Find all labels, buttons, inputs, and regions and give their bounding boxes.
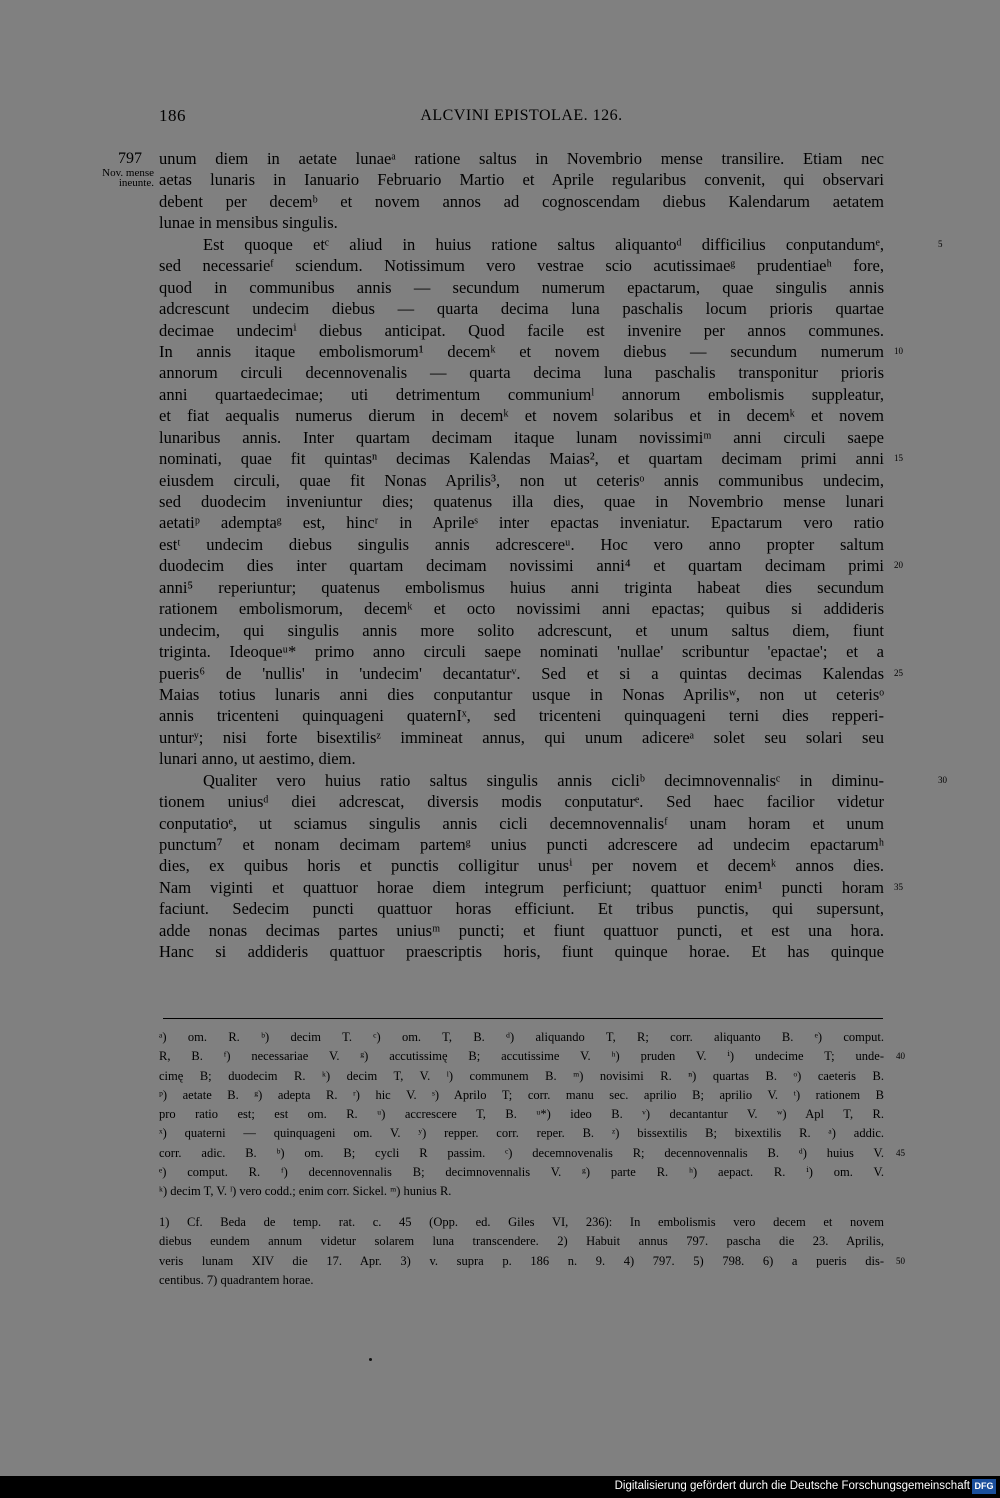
text-line-text: conputatioᵉ, ut sciamus singulis annis cicli decemnovennalisᶠ unam horam et unum [159,813,884,833]
text-line [159,813,884,834]
text-line [159,684,884,705]
text-line [159,448,903,469]
footnote-line-text: 1) Cf. Beda de temp. rat. c. 45 (Opp. ed. Giles VI, 236): In embolismis vero decem et novem [159,1215,884,1229]
text-line-text: dies, ex quibus horis et punctis colligitur unusⁱ per novem et decemᵏ annos dies. [159,856,884,876]
dfg-logo: DFG [972,1479,996,1494]
text-line-text: estᵗ undecim diebus singulis annis adcrescereᵘ. Hoc vero anno propter saltum [159,534,884,554]
apparatus-line-text: ᵃ) om. R. ᵇ) decim T. ᶜ) om. T, B. ᵈ) aliquando T, R; corr. aliquanto B. ᵉ) comput. [159,1030,884,1044]
footnote-line [159,1252,905,1271]
apparatus-line-text: ᵖ) aetate B. ᵍ) adepta R. ʳ) hic V. ˢ) Aprilo T; corr. manu sec. aprilio B; aprilio V. ᵗ) rationem B [159,1087,884,1102]
text-line [159,855,884,876]
text-line-text: Hanc si addideris quattuor praescriptis horis, fiunt quinque horae. Et has quinque [159,942,884,962]
text-line-text: Nam viginti et quattuor horae diem integrum perficiunt; quattuor enim¹ puncti horam [159,877,884,897]
text-line-text: sed necessarieᶠ sciendum. Notissimum vero vestrae scio acutissimaeᵍ prudentiaeʰ fore, [159,256,884,276]
apparatus-line [159,1144,905,1163]
line-number: 50 [896,1255,905,1266]
text-line [159,298,884,319]
text-line-text: unturʸ; nisi forte bisextilisᶻ immineat annus, qui unum adicereᵃ solet seu solari seu [159,727,884,747]
footnote-line-text: centibus. 7) quadrantem horae. [159,1272,314,1287]
text-line [159,491,884,512]
apparatus-line [159,1105,884,1124]
text-line-text: unum diem in aetate lunaeᵃ ratione saltus in Novembrio mense transilire. Etiam nec [159,149,884,168]
text-line [159,920,884,941]
apparatus-line [159,1124,884,1143]
text-line [159,427,884,448]
text-line [159,641,884,662]
text-line-text: adcrescunt undecim diebus — quarta decima luna paschalis locum prioris quartae [159,299,884,319]
main-text [159,148,947,963]
line-number: 40 [896,1051,905,1062]
text-line [159,748,884,769]
text-line-text: adde nonas decimas partes uniusᵐ puncti; et fiunt quattuor puncti, et est una hora. [159,920,884,940]
text-line [159,470,884,491]
apparatus-line-text: ˣ) quaterni — quinquageni om. V. ʸ) repper. corr. reper. B. ᶻ) bissextilis B; bixextilis R. ᵃ) addic. [159,1126,884,1141]
text-line [159,148,884,169]
text-line [159,384,884,405]
line-number: 20 [894,560,903,571]
text-line-text: nominati, quae fit quintasⁿ decimas Kalendas Maias², et quartam decimam primi anni [159,449,884,469]
line-number: 5 [938,238,943,249]
line-number: 25 [894,667,903,678]
margin-year: 797 [118,150,142,167]
text-line-text: eiusdem circuli, quae fit Nonas Aprilis³, non ut ceterisᵒ annis communibus undecim, [159,470,884,490]
text-line-text: decimae undecimⁱ diebus anticipat. Quod facile est invenire per annos communes. [159,320,884,340]
text-line-text: aetas lunaris in Ianuario Februario Martio et Aprile regularibus convenit, qui observari [159,170,884,190]
running-title: ALCVINI EPISTOLAE. 126. [420,107,623,124]
footnote-line [159,1232,884,1251]
text-line [159,663,903,684]
text-line [159,320,884,341]
text-line-text: triginta. Ideoqueᵘ* primo anno circuli saepe nominati 'nullae' scribuntur 'epactae'; et a [159,642,884,662]
footnote-line-text: veris lunam XIV die 17. Apr. 3) v. supra p. 186 n. 9. 4) 797. 5) 798. 6) a pueris dis- [159,1253,884,1268]
footnote-line-text: diebus eundem annum videtur solarem luna transcendere. 2) Habuit annus 797. pascha die 23. Aprilis, [159,1234,884,1249]
footer-credit: Digitalisierung gefördert durch die Deutsche Forschungsgemeinschaft [614,1480,970,1492]
text-line-text: Est quoque etᶜ aliud in huius ratione saltus aliquantoᵈ difficilius conputandumᵉ, [203,234,884,254]
text-line [159,577,884,598]
text-line [159,555,903,576]
text-line-text: anni quartaedecimae; uti detrimentum communiumˡ annorum embolismis suppleatur, [159,384,884,404]
text-line [159,169,884,190]
page-header [159,106,884,130]
text-line [159,255,884,276]
text-line [159,234,943,255]
apparatus-line [159,1067,884,1086]
text-line-text: faciunt. Sedecim puncti quattuor horas efficiunt. Et tribus punctis, qui supersunt, [159,899,884,919]
apparatus-line-text: pro ratio est; est om. R. ᵘ) accrescere T, B. ᵘ*) ideo B. ᵛ) decantantur V. ʷ) Apl T, R. [159,1107,884,1122]
page-number: 186 [159,106,186,125]
text-line-text: quod in communibus annis — secundum numerum epactarum, quae singulis annis [159,277,884,297]
text-line [159,705,884,726]
apparatus-line [159,1086,884,1105]
text-line-text: punctum⁷ et nonam decimam partemᵍ unius puncti adcrescere ad undecim epactarumʰ [159,835,884,854]
line-number: 15 [894,453,903,464]
text-line-text: et fiat aequalis numerus dierum in decemᵏ et novem solaribus et in decemᵏ et novem [159,406,884,426]
apparatus-line [159,1182,884,1201]
text-line-text: annorum circuli decennovenalis — quarta decima luna paschalis transponitur prioris [159,363,884,383]
text-line [159,898,884,919]
critical-apparatus [159,1028,905,1202]
apparatus-line [159,1163,884,1182]
text-line [159,791,884,812]
text-line [159,405,884,426]
text-line [159,341,903,362]
apparatus-line-text: R, B. ᶠ) necessariae V. ᵍ) accutissimę B; accutissime V. ʰ) pruden V. ⁱ) undecime T; unde- [159,1049,884,1064]
text-line-text: Qualiter vero huius ratio saltus singulis annis cicliᵇ decimnovennalisᶜ in diminu- [203,770,884,790]
text-line [159,362,884,383]
text-line [159,727,884,748]
apparatus-line-text: cimę B; duodecim R. ᵏ) decim T, V. ˡ) communem B. ᵐ) novisimi R. ⁿ) quartas B. ᵒ) caeteris B. [159,1068,884,1083]
text-line-text: lunari anno, ut aestimo, diem. [159,749,356,769]
text-line-text: undecim, qui singulis annis more solito adcrescunt, et unum saltus diem, fiunt [159,620,884,640]
apparatus-line-text: ᵉ) comput. R. ᶠ) decennovennalis B; decimnovennalis V. ᵍ) parte R. ʰ) aepact. R. ⁱ) om. V. [159,1165,884,1180]
text-line-text: pueris⁶ de 'nullis' in 'undecim' decantaturᵛ. Sed et si a quintas decimas Kalendas [159,663,884,683]
apparatus-line-text: corr. adic. B. ᵇ) om. B; cycli R passim. ᶜ) decemnovenalis R; decennovennalis B. ᵈ) huius V. [159,1145,884,1160]
apparatus-line-text: ᵏ) decim T, V. ˡ) vero codd.; enim corr. Sickel. ᵐ) hunius R. [159,1184,452,1199]
text-line-text: Maias totius lunaris anni dies conputantur usque in Nonas Aprilisʷ, non ut ceterisᵒ [159,684,884,704]
text-line-text: debent per decemᵇ et novem annos ad cognoscendam diebus Kalendarum aetatem [159,191,884,211]
text-line [159,834,884,855]
margin-date: Nov. mense ineunte. [102,167,154,189]
text-line-text: aetatiᵖ ademptaᵍ est, hincʳ in Aprileˢ inter epactas inveniatur. Epactarum vero ratio [159,513,884,533]
text-line-text: sed duodecim inveniuntur dies; quatenus illa dies, quae in Novembrio mense lunari [159,492,884,511]
text-line-text: lunaribus annis. Inter quartam decimam itaque lunam novissimiᵐ anni circuli saepe [159,427,884,447]
text-line-text: tionem uniusᵈ diei adcrescat, diversis modis conputaturᵉ. Sed haec facilior videtur [159,792,884,812]
footer-bar [0,1476,1000,1498]
line-number: 45 [896,1147,905,1158]
text-line-text: annis tricenteni quinquageni quaternIˣ, sed tricenteni quinquageni terni dies repperi- [159,706,884,726]
apparatus-line [159,1028,884,1047]
ink-speck [369,1358,372,1361]
text-line [159,620,884,641]
text-line-text: In annis itaque embolismorum¹ decemᵏ et novem diebus — secundum numerum [159,341,884,361]
footnote-line [159,1271,884,1290]
footnote-line [159,1213,884,1232]
line-number: 10 [894,345,903,356]
text-line [159,191,884,212]
text-line [159,512,884,533]
text-line [159,770,947,791]
footnotes [159,1213,905,1290]
text-line [159,212,884,233]
apparatus-rule [163,1018,883,1019]
apparatus-line [159,1047,905,1066]
text-line [159,941,884,962]
text-line [159,877,903,898]
text-line [159,534,884,555]
text-line-text: lunae in mensibus singulis. [159,213,338,233]
text-line-text: anni⁵ reperiuntur; quatenus embolismus huius anni triginta habeat dies secundum [159,577,884,597]
line-number: 30 [938,774,947,785]
text-line-text: duodecim dies inter quartam decimam novissimi anni⁴ et quartam decimam primi [159,556,884,576]
text-line [159,277,884,298]
text-line [159,598,884,619]
line-number: 35 [894,881,903,892]
text-line-text: rationem embolismorum, decemᵏ et octo novissimi anni epactas; quibus si addideris [159,599,884,619]
